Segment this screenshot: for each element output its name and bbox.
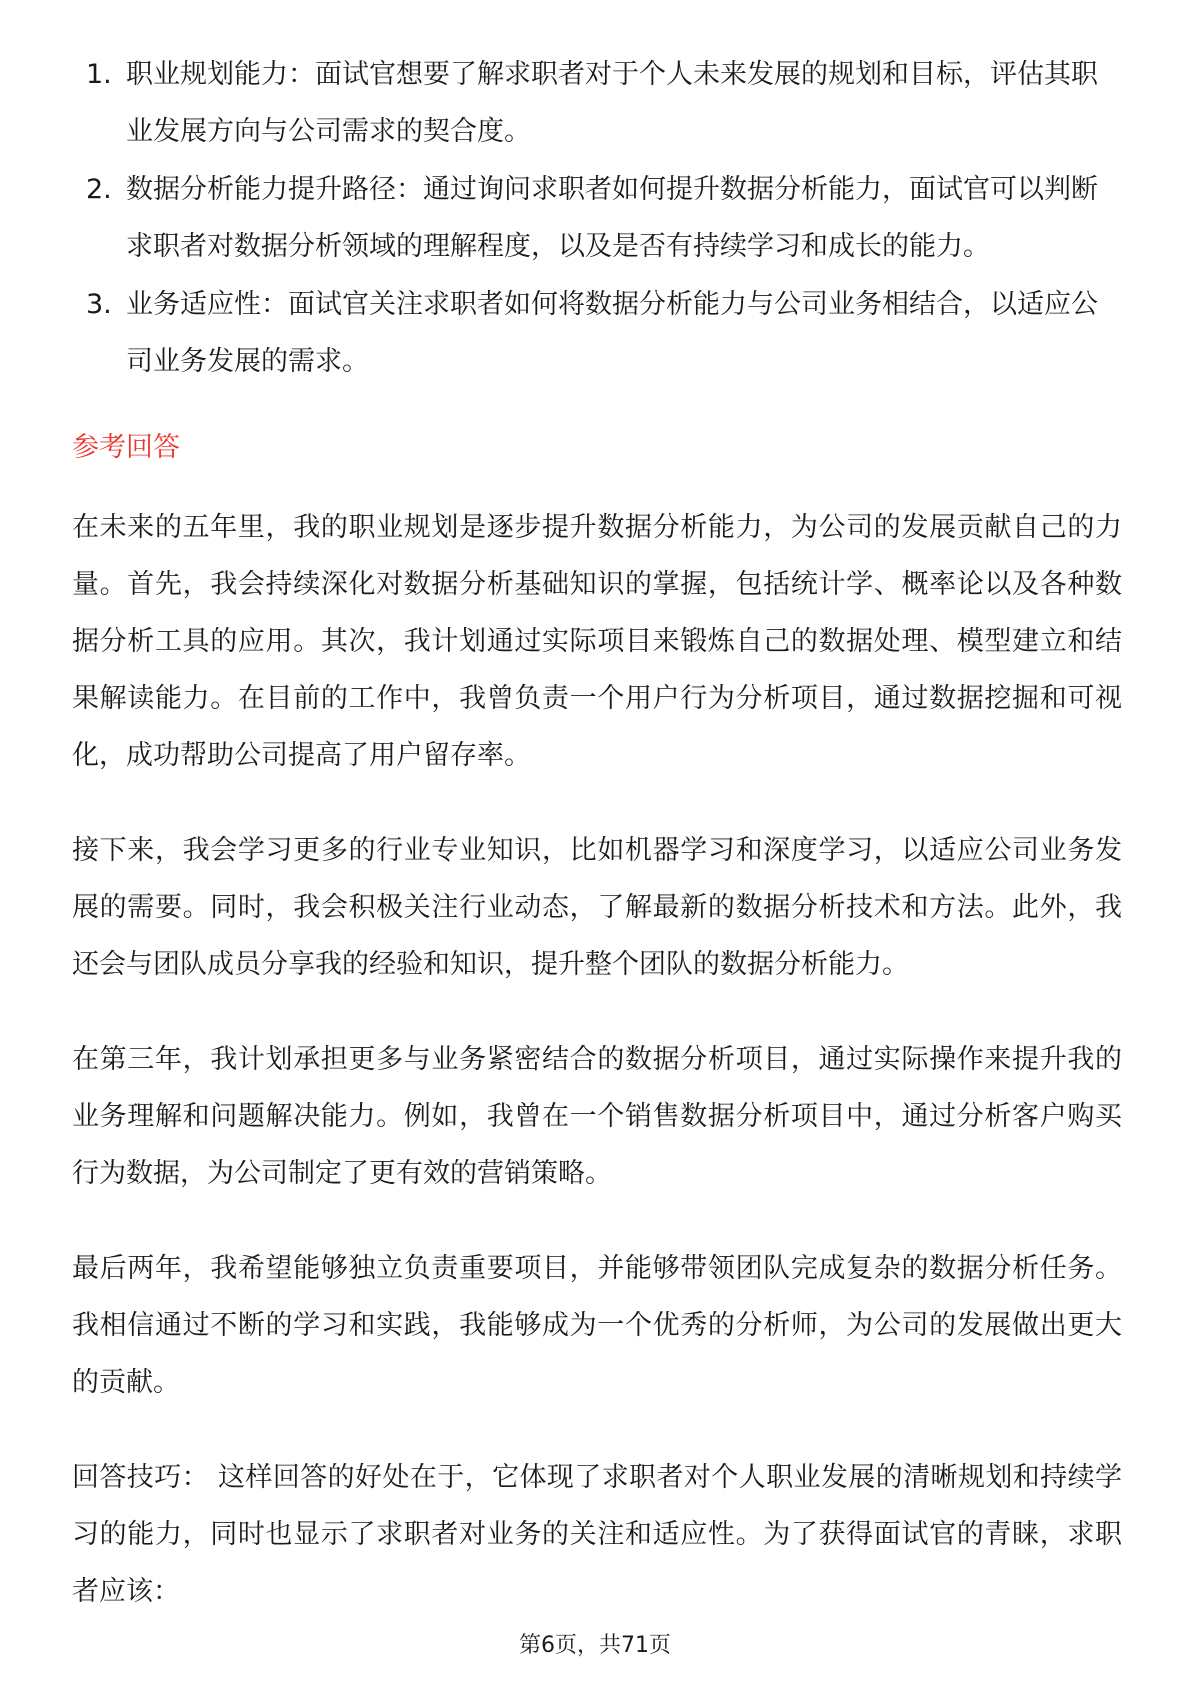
answer-paragraph: 在未来的五年里，我的职业规划是逐步提升数据分析能力，为公司的发展贡献自己的力量。首先，我会持续深化对数据分析基础知识的掌握，包括统计学、概率论以及各种数据分析工具的应用。其次，我计划通过实际项目来锻炼自己的数据处理、模型建立和结果解读能力。在目前的工作中，我曾负责一个用户行为分析项目，通过数据挖掘和可视化，成功帮助公司提高了用户留存率。 xyxy=(72,512,1122,771)
list-item-text: 业务适应性：面试官关注求职者如何将数据分析能力与公司业务相结合，以适应公司业务发展的需求。 xyxy=(126,289,1098,377)
page-content xyxy=(72,46,1122,1658)
evaluation-criteria-list xyxy=(72,46,1122,390)
list-item-text: 数据分析能力提升路径：通过询问求职者如何提升数据分析能力，面试官可以判断求职者对数据分析领域的理解程度，以及是否有持续学习和成长的能力。 xyxy=(126,174,1098,262)
answer-paragraph: 最后两年，我希望能够独立负责重要项目，并能够带领团队完成复杂的数据分析任务。我相信通过不断的学习和实践，我能够成为一个优秀的分析师，为公司的发展做出更大的贡献。 xyxy=(72,1253,1122,1398)
answer-paragraph: 在第三年，我计划承担更多与业务紧密结合的数据分析项目，通过实际操作来提升我的业务理解和问题解决能力。例如，我曾在一个销售数据分析项目中，通过分析客户购买行为数据，为公司制定了更有效的营销策略。 xyxy=(72,1044,1122,1189)
list-item xyxy=(72,276,1122,390)
answer-paragraph: 接下来，我会学习更多的行业专业知识，比如机器学习和深度学习，以适应公司业务发展的需要。同时，我会积极关注行业动态，了解最新的数据分析技术和方法。此外，我还会与团队成员分享我的经验和知识，提升整个团队的数据分析能力。 xyxy=(72,835,1122,980)
list-item xyxy=(72,46,1122,160)
list-number: 1. xyxy=(86,59,112,90)
list-item-text: 职业规划能力：面试官想要了解求职者对于个人未来发展的规划和目标，评估其职业发展方向与公司需求的契合度。 xyxy=(126,59,1098,147)
list-number: 3. xyxy=(86,289,112,320)
reference-answer-heading: 参考回答 xyxy=(72,432,180,463)
page-number-footer: 第6页，共71页 xyxy=(519,1633,671,1658)
list-number: 2. xyxy=(86,174,112,205)
answer-tips-paragraph: 回答技巧： 这样回答的好处在于，它体现了求职者对个人职业发展的清晰规划和持续学习的能力，同时也显示了求职者对业务的关注和适应性。为了获得面试官的青睐，求职者应该： xyxy=(72,1462,1122,1607)
list-item xyxy=(72,161,1122,275)
